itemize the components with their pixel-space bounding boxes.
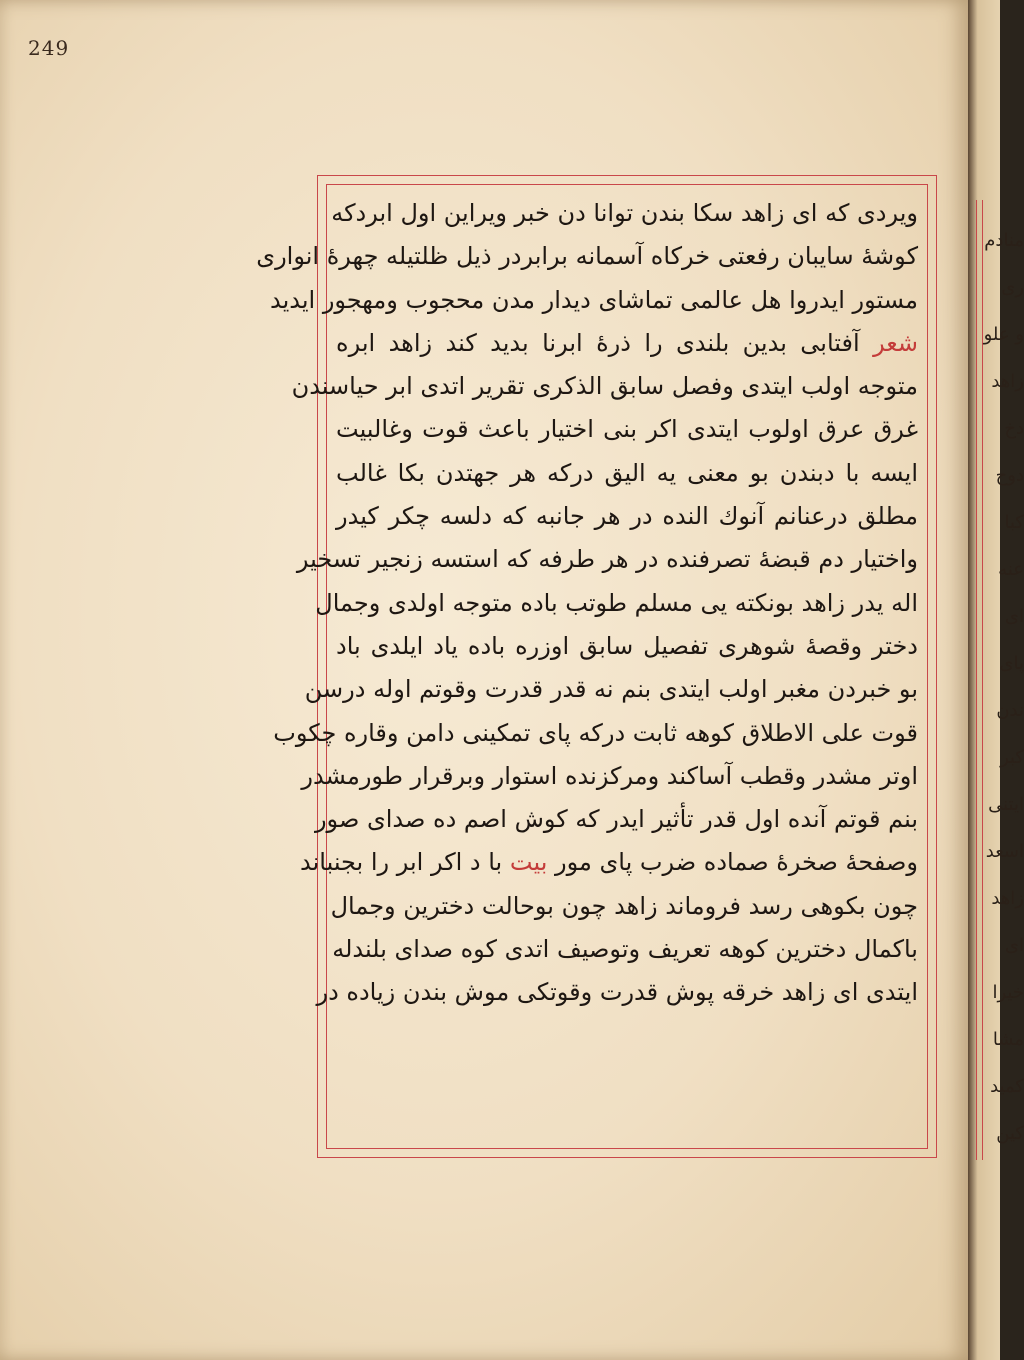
adjacent-text-fragment: دوح [995,465,1024,486]
text-line-3: مستور ایدروا هل عالمی تماشای دیدار مدن محجوب ومهجور ایدید [269,285,918,314]
text-line-6: غرق عرق اولوب ایتدی اکر بنی اختیار باعث قوت وغالبیت [336,415,918,444]
adjacent-text-fragment: ری [1001,277,1024,298]
text-block [256,192,924,1144]
adjacent-text-fragment: زاهد [991,371,1024,392]
text-line-10: اله یدر زاهد بونکته یی مسلم طوتب باده متوجه اولدی وجمال [315,588,918,617]
text-line-2: کوشهٔ سایبان رفعتی خرکاه آسمانه برابردر ذیل ظلتیله چهرهٔ انواری [256,242,918,271]
text-line-9: واختیار دم قبضهٔ تصرفنده در هر طرفه که استسه زنجیر تسخیر [296,545,918,574]
adjacent-text-fragment: ای [1004,606,1024,627]
adjacent-text-fragment: دخ [1004,418,1024,439]
adjacent-text-fragment: و علو [983,324,1024,345]
text-line-15: بنم قوتم آنده اول قدر تأثیر ایدر که کوش اصم ده صدای صور [314,805,918,834]
adjacent-frame-rule [982,200,983,1160]
text-line-18: باکمال دخترین کوهه تعریف وتوصیف اتدی کوه صدای بلندله [332,935,918,964]
folio-number: 249 [28,36,70,60]
text-line-7: ایسه با دبندن بو معنی یه الیق درکه هر جهتدن بکا غالب [336,458,918,487]
text-line-12: بو خبردن مغبر اولب ایتدی بنم نه قدر قدرت وقوتم اوله درسن [304,675,918,704]
adjacent-text-fragment: اسعد [985,841,1024,862]
text-line-17: چون بکوهی رسد فروماند زاهد چون بوحالت دخترین وجمال [330,891,918,920]
text-line-14: اوتر مشدر وقطب آساکند ومرکزنده استوار وبرقرار طورمشدر [301,761,918,790]
adjacent-text-fragment: خیرا [992,982,1024,1003]
adjacent-text-fragment: ندن [996,700,1024,721]
text-line-1: ویردی که ای زاهد سکا بندن توانا دن خبر ویراین اول ابردکه [331,199,918,227]
adjacent-text-fragment: کبر [1000,747,1024,768]
text-line-8: مطلق درعنانم آنوك النده در هر جانبه که دلسه چکر کیدر [336,502,918,531]
adjacent-text-fragment: مشا [992,1029,1024,1050]
adjacent-text-fragment: عنه [998,559,1024,580]
adjacent-text-fragment: کمید [990,1076,1024,1097]
adjacent-text-fragment: کین [996,1123,1024,1144]
rubric-beyt: بیت [509,848,548,877]
adjacent-frame-rule [976,200,977,1160]
text-line-16: وصفحهٔ صخرهٔ صماده ضرب پای مور بیت با د اکر ابر را بجنباند [299,848,918,877]
text-line-19: ایتدی ای زاهد خرقه پوش قدرت وقوتکی موش بندن زیاده در [316,978,918,1007]
adjacent-text-fragment: کبا [1004,512,1024,533]
text-line-11: دختر وقصهٔ شوهری تفصیل سابق اوزره باده یاد ایلدی باد [336,631,918,660]
text-line-4: شعر آفتابی بدین بلندی را ذرهٔ ابرنا بدید کند زاهد ابره [336,328,918,357]
rubric-shiir: شعر [873,328,918,357]
text-line-5: متوجه اولب ایتدی وفصل سابق الذکری تقریر اتدی ابر حیاسندن [291,372,918,401]
adjacent-text-fragment: پای [999,653,1024,674]
adjacent-page-edge [968,0,1024,1360]
text-line-13: قوت علی الاطلاق کوهه ثابت درکه پای تمکینی دامن وقاره چکوب [273,718,918,747]
adjacent-text-fragment: ای [1004,935,1024,956]
adjacent-text-fragment: منادم [984,230,1024,251]
adjacent-text-fragment: ایتنی [988,794,1024,815]
adjacent-text-fragment: زاهد [991,888,1024,909]
